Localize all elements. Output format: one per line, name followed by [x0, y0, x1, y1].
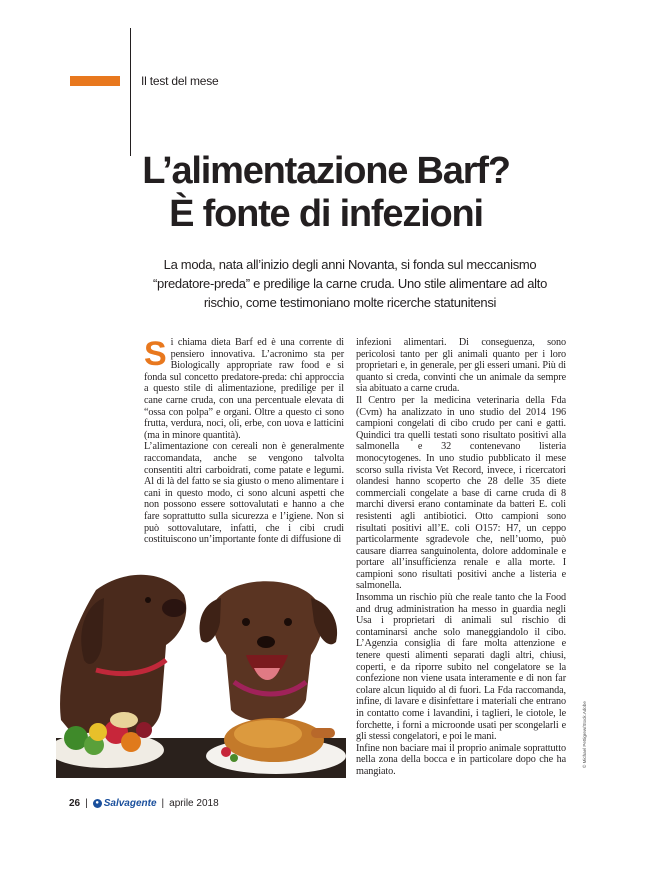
- drop-cap: S: [144, 335, 167, 373]
- article-title-line-1: L’alimentazione Barf?: [142, 150, 510, 192]
- paragraph: Infine non baciare mai il proprio animale soprattutto nella zona della bocca e in particolare dopo che ha mangiato.: [356, 742, 566, 777]
- article-title-line-2: È fonte di infezioni: [169, 193, 483, 235]
- brand-name: Salvagente: [103, 798, 157, 809]
- dogs-food-photo: [56, 560, 346, 778]
- page-footer: [69, 798, 219, 809]
- article-subtitle: La moda, nata all’inizio degli anni Novanta, si fonda sul meccanismo “predatore-preda” e predilige la carne cruda. Uno stile alimentare ad alto rischio, come testimoniano molte ricerche statunitensi: [152, 257, 548, 310]
- photo-credit-text: © Michael Pettigrew/Stock.Adobe: [582, 701, 587, 768]
- article-column-2: [356, 337, 566, 778]
- issue-date: aprile 2018: [169, 798, 219, 809]
- paragraph: [144, 337, 344, 441]
- article-column-1: [144, 337, 344, 546]
- section-accent-bar: [70, 76, 120, 86]
- header-vertical-rule: [130, 28, 131, 156]
- section-label: Il test del mese: [141, 74, 219, 88]
- footer-separator: |: [161, 798, 165, 809]
- paragraph: infezioni alimentari. Di conseguenza, sono pericolosi tanto per gli animali quanto per i loro proprietari e, in generale, per gli esseri umani. Più di quanto si creda, convinti che un animale da sempre sia abituato a carne cruda.: [356, 337, 566, 395]
- paragraph: Il Centro per la medicina veterinaria della Fda (Cvm) ha analizzato in uno studio del 2014 196 campioni congelati di cibo crudo per cani e gatti. Quindici tra quelli testati sono risultato positivi alla salmonella e 32 contenevano listeria monocytogenes. In uno studio pubblicato il mese scorso sulla rivista Vet Record, invece, i ricercatori olandesi hanno scoperto che 28 delle 35 diete commerciali congelate a base di carne cruda di 8 marchi diversi erano contaminate da batteri E. coli resistenti agli antibiotici. Otto campioni sono risultati positivi all’E. coli O157: H7, un ceppo particolarmente sgradevole che, nell’uomo, può causare diarrea sanguinolenta, dolore addominale e portare all’insufficienza renale e alla morte. I campioni sono risultati positivi anche a listeria e salmonella.: [356, 394, 566, 592]
- paragraph-text: i chiama dieta Barf ed è una corrente di pensiero innovativa. L’acronimo sta per Biologically appropriate raw food e si fonda sul concetto predatore-preda: chi approccia a questo stile di alimentazione, predilige per il cane carne cruda, con una percentuale elevata di “ossa con polpa” e organi. Oltre a questo ci sono frutta, verdura, noci, oli, erbe, con uova e latticini (ma in minore quantità).: [144, 337, 344, 441]
- page-number: 26: [69, 798, 81, 809]
- footer-separator: |: [85, 798, 88, 809]
- paragraph: L’alimentazione con cereali non è generalmente raccomandata, anche se vengono talvolta consentiti altri carboidrati, come patate e legumi. Al di là del fatto se sia giusto o meno alimentare i cani in questo modo, ci sono alcuni aspetti che non possono essere sottovalutati e hanno a che fare soprattutto sulla sicurezza e l’igiene. Non si può sottovalutare, infatti, che i cibi crudi costituiscono un’importante fonte di diffusione di: [144, 441, 344, 546]
- brand-logo-icon: ●: [93, 799, 102, 808]
- photo-credit: [582, 698, 592, 768]
- article-title: [0, 150, 652, 236]
- magazine-brand: [93, 798, 157, 809]
- paragraph: Insomma un rischio più che reale tanto che la Food and drug administration ha messo in guardia negli Usa i proprietari di animali sul rischio di contaminarsi anche solo maneggiandolo il cibo. L’Agenzia consiglia di fare molta attenzione e tenere questi alimenti separati dagli altri, chiusi, coperti, e da riporre subito nel congelatore se la confezione non viene usata interamente e di non far colare alcun liquido al di fuori. La Fda raccomanda, infine, di lavare e disinfettare i materiali che entrano in contatto come i lavandini, i taglieri, le ciotole, le forchette, i forni a microonde usati per scongelarli e gli stessi congelatori, e poi le mani.: [356, 592, 566, 743]
